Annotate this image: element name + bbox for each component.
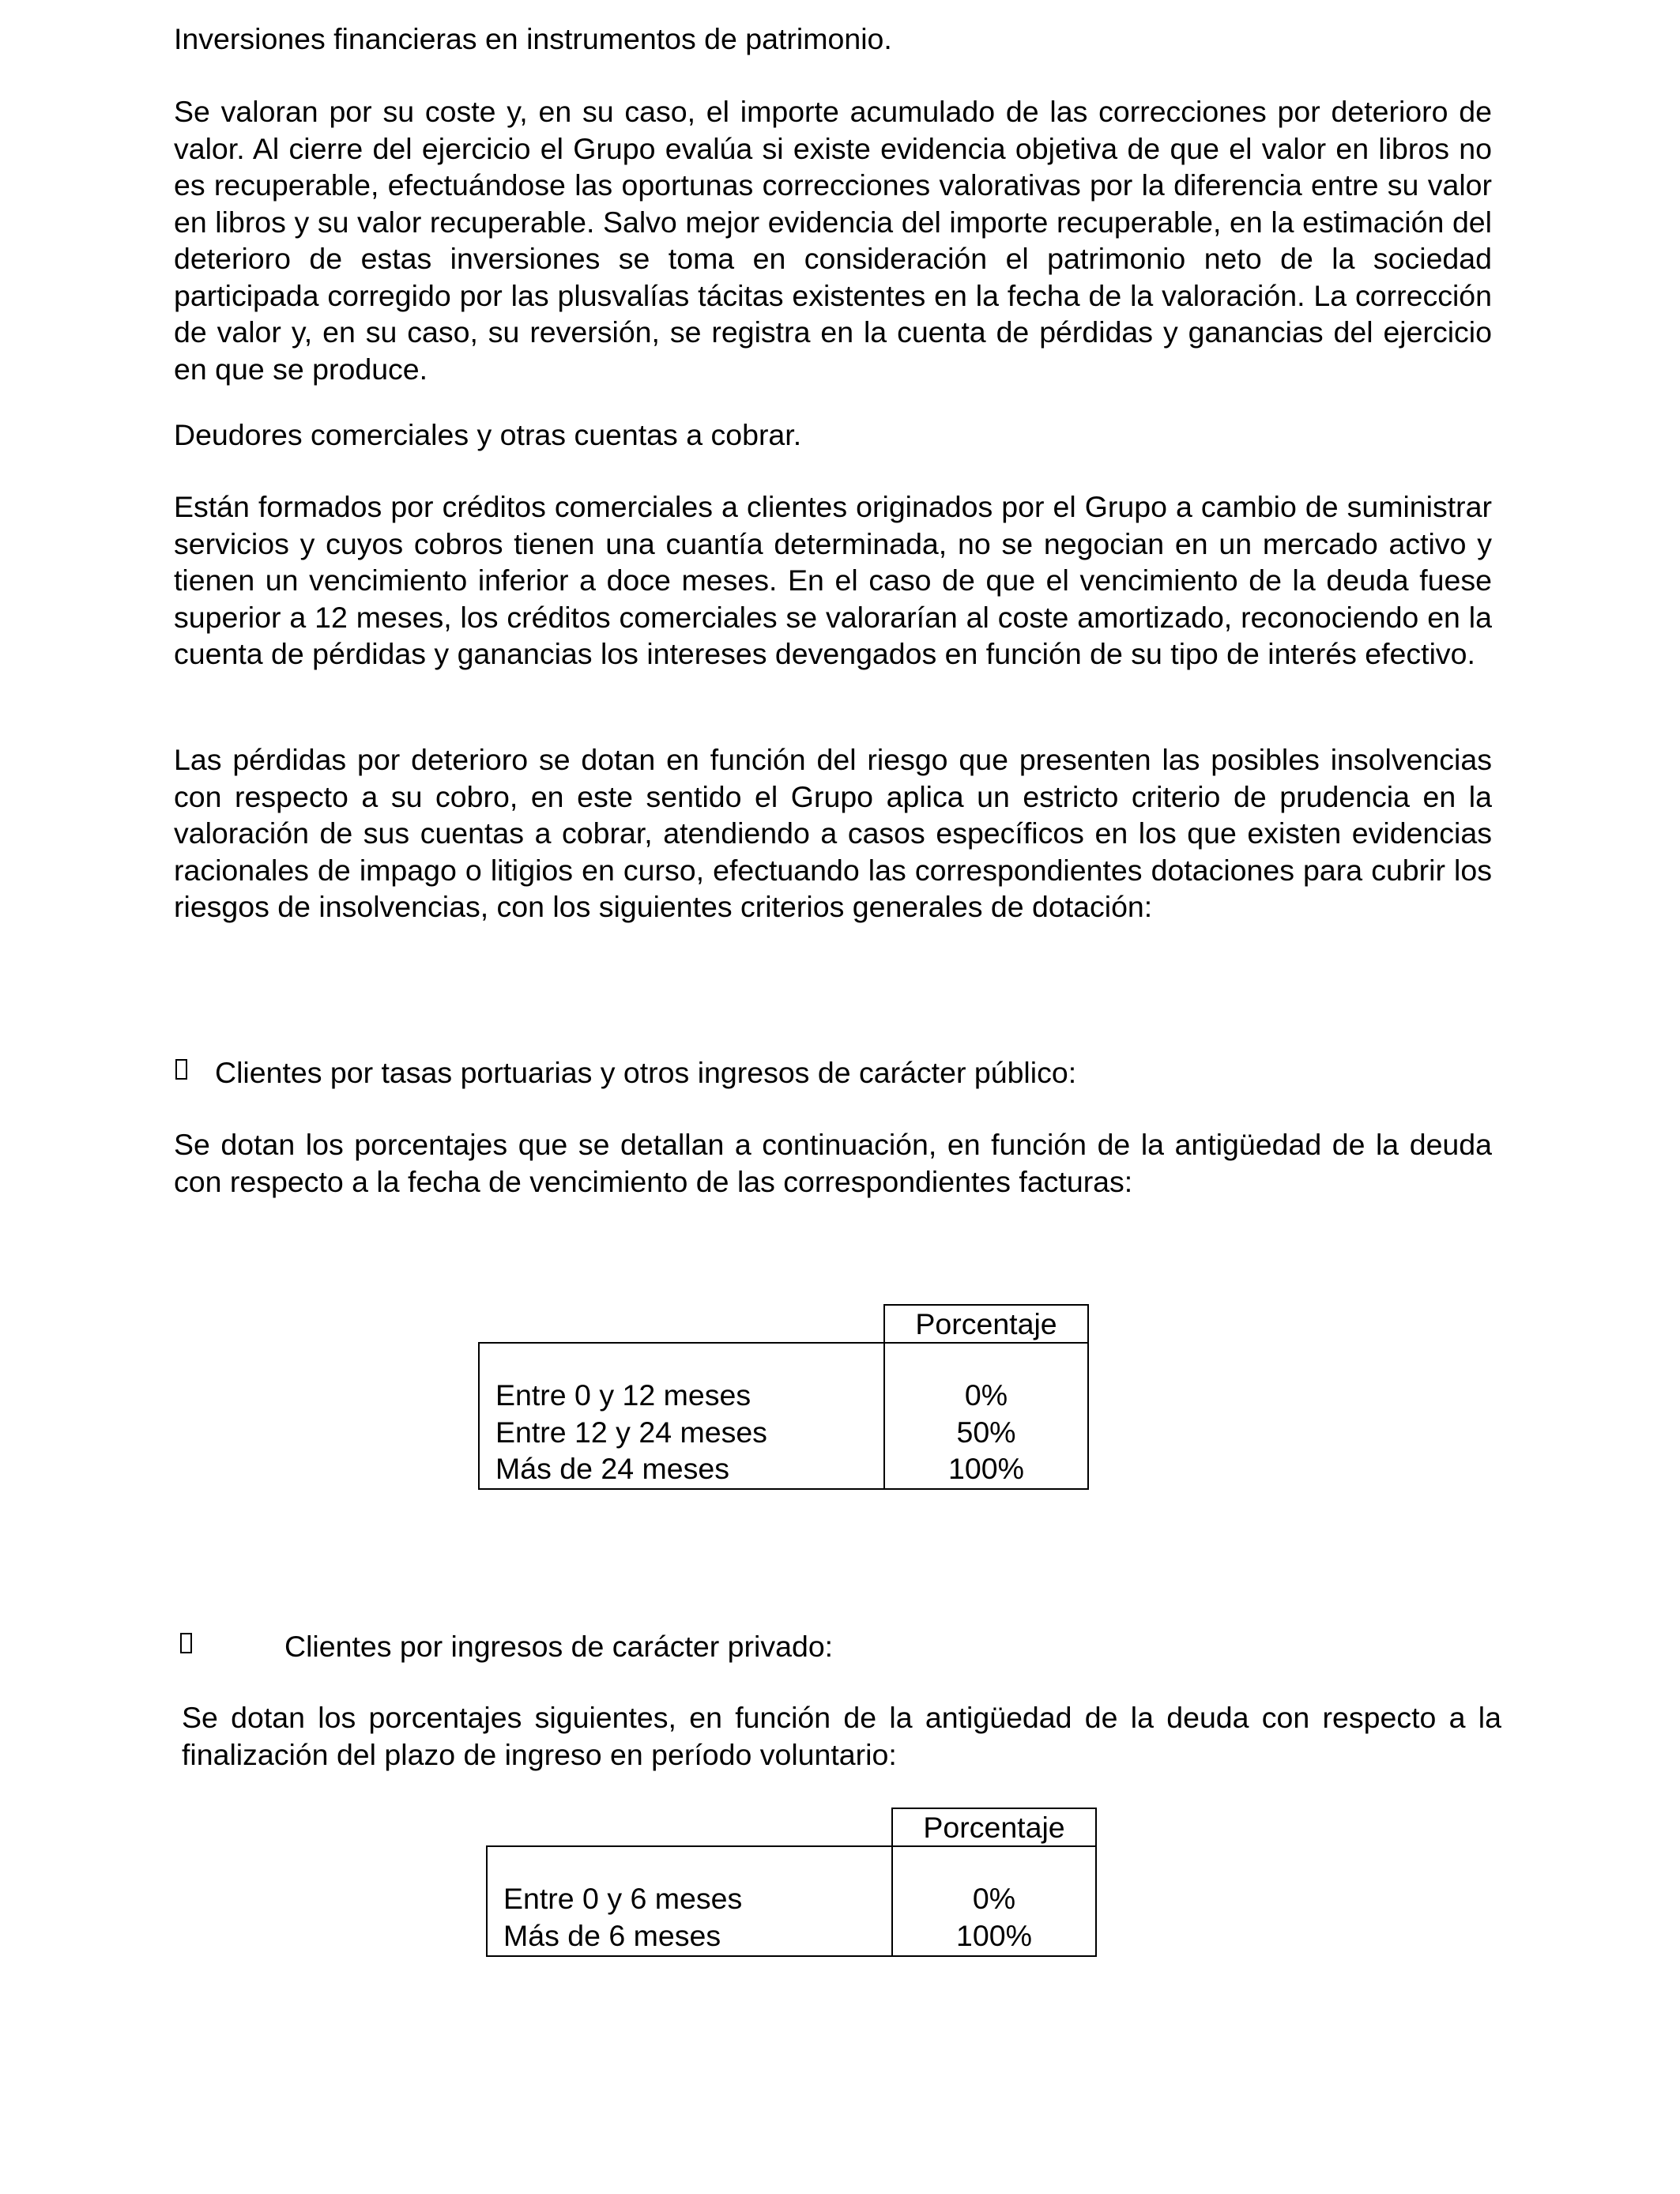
table-row-label: Más de 24 meses bbox=[495, 1452, 729, 1485]
heading-equity-instruments: Inversiones financieras en instrumentos de patrimonio. bbox=[174, 22, 892, 55]
bullet-box-icon bbox=[175, 1059, 187, 1080]
table-row-value: 0% bbox=[972, 1882, 1016, 1915]
table-1-header: Porcentaje bbox=[884, 1305, 1088, 1343]
table-2-header: Porcentaje bbox=[892, 1808, 1096, 1846]
paragraph-impairment-losses: Las pérdidas por deterioro se dotan en función del riesgo que presenten las posibles insolvencias con respecto a su cobro, en este sentido el Grupo aplica un estricto criterio de prudencia en la valoración de sus cuentas a cobrar, atendiendo a casos específicos en los que existen evidencias racionales de impago o litigios en curso, efectuando las correspondientes dotaciones para cubrir los riesgos de insolvencias, con los siguientes criterios generales de dotación: bbox=[174, 743, 1492, 923]
table-row-label: Entre 0 y 12 meses bbox=[495, 1378, 751, 1412]
table-row-value: 50% bbox=[956, 1415, 1016, 1449]
heading-trade-receivables: Deudores comerciales y otras cuentas a cobrar. bbox=[174, 418, 802, 451]
paragraph-receivables-description: Están formados por créditos comerciales a clientes originados por el Grupo a cambio de suministrar servicios y cuyos cobros tienen una cuantía determinada, no se negocian en un mercado activo y tienen un vencimiento inferior a doce meses. En el caso de que el vencimiento de la deuda fuese superior a 12 meses, los créditos comerciales se valorarían al coste amortizado, reconociendo en la cuenta de pérdidas y ganancias los intereses devengados en función de su tipo de interés efectivo. bbox=[174, 490, 1492, 670]
table-1-labels bbox=[479, 1343, 884, 1489]
table-public-percentages bbox=[478, 1304, 1089, 1490]
paragraph-equity-valuation: Se valoran por su coste y, en su caso, el importe acumulado de las correcciones por deterioro de valor. Al cierre del ejercicio el Grupo evalúa si existe evidencia objetiva de que el valor en libros no es recuperable, efectuándose las oportunas correcciones valorativas por la diferencia entre su valor en libros y su valor recuperable. Salvo mejor evidencia del importe recuperable, en la estimación del deterioro de estas inversiones se toma en consideración el patrimonio neto de la sociedad participada corregido por las plusvalías tácitas existentes en la fecha de la valoración. La corrección de valor y, en su caso, su reversión, se registra en la cuenta de pérdidas y ganancias del ejercicio en que se produce. bbox=[174, 95, 1492, 386]
table-row-value: 0% bbox=[964, 1378, 1008, 1412]
bullet-private-clients: Clientes por ingresos de carácter privado: bbox=[284, 1630, 834, 1663]
table-private-percentages bbox=[486, 1808, 1097, 1957]
paragraph-private-percentages: Se dotan los porcentajes siguientes, en función de la antigüedad de la deuda con respecto a la finalización del plazo de ingreso en período voluntario: bbox=[182, 1701, 1501, 1771]
bullet-public-clients: Clientes por tasas portuarias y otros ingresos de carácter público: bbox=[215, 1056, 1077, 1089]
bullet-box-icon bbox=[180, 1633, 192, 1653]
paragraph-public-percentages: Se dotan los porcentajes que se detallan a continuación, en función de la antigüedad de la deuda con respecto a la fecha de vencimiento de las correspondientes facturas: bbox=[174, 1128, 1492, 1198]
table-row-label: Más de 6 meses bbox=[503, 1918, 721, 1952]
table-row-value: 100% bbox=[956, 1918, 1032, 1952]
table-row-value: 100% bbox=[948, 1452, 1024, 1485]
table-2-values bbox=[892, 1846, 1096, 1956]
table-1-values bbox=[884, 1343, 1088, 1489]
table-row-label: Entre 12 y 24 meses bbox=[495, 1415, 767, 1449]
table-2-labels bbox=[487, 1846, 892, 1956]
table-row-label: Entre 0 y 6 meses bbox=[503, 1882, 743, 1915]
